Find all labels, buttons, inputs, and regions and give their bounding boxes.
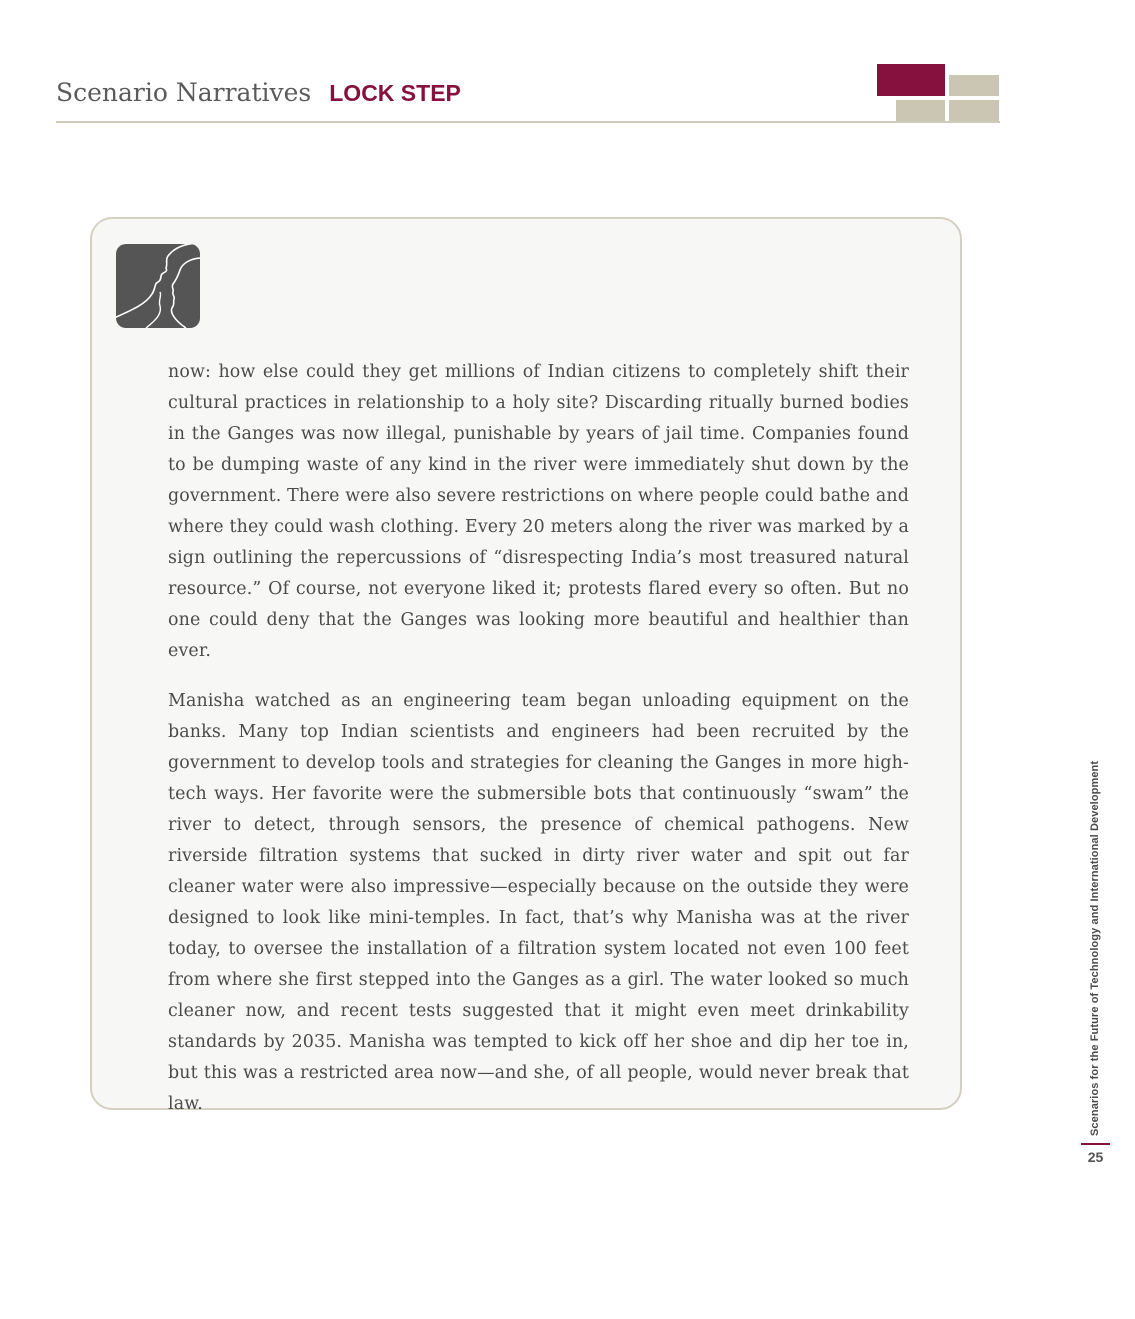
header-divider <box>56 121 1000 123</box>
scenario-title: LOCK STEP <box>329 80 461 106</box>
decor-block <box>896 100 945 121</box>
story-paragraph: Manisha watched as an engineering team began unloading equipment on the banks. Many top Indian scientists and engineers had been recruited by the government to develop tools and strategies for cleaning the Ganges in more high-tech ways. Her favorite were the submersible bots that continuously “swam” the river to detect, through sensors, the presence of chemical pathogens. New riverside filtration systems that sucked in dirty river water and spit out far cleaner water were also impressive—especially because on the outside they were designed to look like mini-temples. In fact, that’s why Manisha was at the river today, to oversee the installation of a filtration system located not even 100 feet from where she first stepped into the Ganges as a girl. The water looked so much cleaner now, and recent tests suggested that it might even meet drinkability standards by 2035. Manisha was tempted to kick off her shoe and dip her toe in, but this was a restricted area now—and she, of all people, would never break that law. <box>168 691 909 1114</box>
decor-block <box>949 75 999 96</box>
decor-block <box>949 100 999 121</box>
page-number: 25 <box>1087 1149 1104 1165</box>
story-text <box>168 357 909 1139</box>
page-header <box>56 78 461 107</box>
footer-accent-rule <box>1081 1143 1110 1145</box>
running-footer-title: Scenarios for the Future of Technology and International Development <box>1089 760 1101 1136</box>
story-paragraph: now: how else could they get millions of Indian citizens to completely shift their cultural practices in relationship to a holy site? Discarding ritually burned bodies in the Ganges was now illegal, punishable by years of jail time. Companies found to be dumping waste of any kind in the river were immediately shut down by the government. There were also severe restrictions on where people could bathe and where they could wash clothing. Every 20 meters along the river was marked by a sign outlining the repercussions of “disrespecting India’s most treasured natural resource.” Of course, not everyone liked it; protests flared every so often. But no one could deny that the Ganges was looking more beautiful and healthier than ever. <box>168 362 909 661</box>
two-faces-icon <box>116 244 200 328</box>
section-title: Scenario Narratives <box>56 78 312 107</box>
accent-block <box>877 64 945 96</box>
